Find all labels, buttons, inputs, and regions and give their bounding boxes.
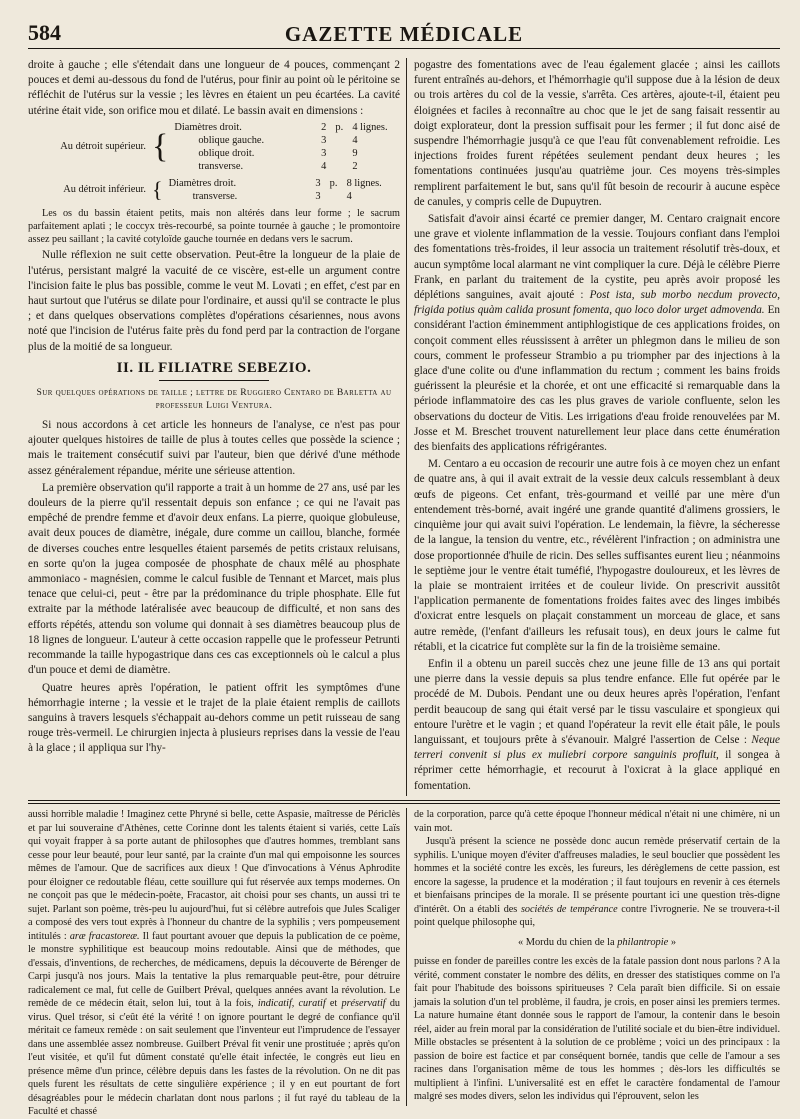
measure-unit: [326, 147, 352, 160]
journal-title: GAZETTE MÉDICALE: [284, 22, 524, 46]
measure-row: [174, 160, 387, 173]
measure-row: [174, 121, 387, 134]
feuilleton-left-column: [28, 808, 401, 1117]
left-column: [28, 58, 400, 796]
paragraph: de la corporation, parce qu'à cette époque l'honneur médical n'était ni une chimère, ni un vain mot.: [414, 809, 780, 834]
text-span: Il faut pourtant avouer que depuis la publication de ce poème, le monstre syphilitique est beaucoup moins redoutable. Ainsi que de méthodes, que d'essais, d'inventions, de recherches, de médicamens, depuis la découverte de Bérenger de Carpi jusqu'à nos jours. Mais la tentative la plus remarquable peut-être, pour détruire radicalement ce mal, fut celle de Guilbert Préval, quelques années avant la révolution. Le remède de ce médecin était, selon lui, tout à la fois,: [28, 930, 401, 1009]
paragraph: Si nous accordons à cet article les honneurs de l'analyse, ce n'est pas pour ajouter quelques histoires de taille de plus à toutes celles que possède la science ; mais le traitement consécutif suivi par l'auteur, bien que dérivé d'une méthode assez généralement répandue, mérite une sérieuse attention.: [28, 419, 400, 477]
measure-value-lines: 8 lignes.: [346, 177, 382, 189]
paragraph: puisse en fonder de pareilles contre les excès de la fatale passion dont nous parlons ? A la vérité, comment constater le nombre des délits, en dresser des statistiques comme on l'a fait pour l'habitude des boissons spiritueuses ? Cela paraît bien difficile. Si on essaie jamais la solution d'un tel problème, il faudra, je crois, en poser ainsi les premiers termes. La nature humaine étant donnée sous le rapport de l'amour, la contenir dans le besoin réel, aider au frein moral par la considération de l'utilité sociale et du bien-être individuel. Mille obstacles se présentent à la solution de ce problème ; voici un des principaux : la passion de boire est factice et par conséquent bornée, tandis que celle de l'amour a ses racines dans l'organisation même de tous les hommes ; dès-lors les difficultés se multiplient à l'infini. L'universalité est en effet le caractère fondamental de l'amour malgré ses modes divers, selon les individus qui l'éprouvent, selon les: [414, 956, 780, 1102]
article-subtitle: Sur quelques opérations de taille ; lettre de Ruggiero Centaro de Barletta au professeur Luigi Ventura.: [36, 387, 392, 412]
measure-row: [169, 190, 382, 203]
epigraph: [414, 936, 780, 950]
measure-value-lines: 4: [346, 190, 352, 202]
paragraph: Nulle réflexion ne suit cette observation. Peut-être la longueur de la plaie de l'utérus, persistant malgré la vacuité de ce viscère, est-elle un argument contre l'incision faite le plus bas possible, comme le veut M. Lovati ; en effet, c'est par en haut surtout que l'utérus se dilate pour l'ordinaire, et aussi qu'il se contracte le plus ; et dans quelques observations complètes d'opérations césariennes, nous avons noté que l'incision de l'utérus faite près du fond perd par la contraction de l'organe plus de la moitié de sa longueur.: [28, 249, 400, 353]
text-span: contre l'ivrognerie. Ne se trouvera-t-il point quelque philosophe qui,: [414, 903, 780, 928]
page-number: 584: [28, 20, 61, 45]
measure-name: oblique droit.: [198, 147, 255, 159]
right-column: [414, 58, 780, 796]
text-span: Enfin il a obtenu un pareil succès chez une jeune fille de 13 ans qui portait une pierre dans la vessie depuis sa plus tendre enfance. Elle fut opérée par le procédé de M. Dubois. Pendant une ou deux heures après l'opération, l'enfant perdit beaucoup de sang qui était versé par le tissu vasculaire et spongieux qui entoure l'urètre et le vagin ; et quand l'opérateur la revit elle était pâle, le pouls languissant, et toujours prête à s'évanouir. Malgré l'assertion de Celse :: [414, 657, 780, 746]
paragraph: M. Centaro a eu occasion de recourir une autre fois à ce moyen chez un enfant de quatre ans, à qui il avait extrait de la vessie deux calculs ressemblant à deux œufs de pigeons. Cet enfant, très-gourmand et veillé par une mère d'un entendement très-borné, avait ingéré une grande quantité d'alimens grossiers, le cinquième jour qui avait suivi l'opération. Le lendemain, la fièvre, la sécheresse de la langue, la tension du ventre, etc., révélèrent l'infraction ; on administra une dose proportionnée d'huile de ricin. Des selles suffisantes eurent lieu ; néanmoins le septième jour le ventre était tuméfié, l'hypogastre douloureux, et les lèvres de la plaie se montraient irritées et de couleur livide. On prescrivit aussitôt l'application permanente de fomentations froides faites avec des linges imbibés d'oxicrat entre lesquels on plaçait constamment un morceau de glace, et sans autre remède, (l'enfant d'ailleurs les refusait tous), en deux jours le calme fut rétabli, et la cicatrice fut complète sur la fin de la troisième semaine.: [414, 458, 780, 653]
measure-value-lines: 9: [352, 147, 358, 159]
text-span: il songea à réprimer cette hémorrhagie, et recourut à l'oxicrat à la glace appliqué en fomentation.: [414, 749, 780, 792]
measure-row: [174, 134, 387, 147]
text-span: En considérant l'action éminemment antiphlogistique de ces applications froides, on conçoit comment elles réussissent à arrêter un phlegmon dans le milieu de son cours, comment le professeur Strambio a pu triompher par des injections à la glace d'une colite ou d'une inflammation du rectum ; comment les bains froids guérissent la pleurésie et la chorée, et ont une efficacité si remarquable dans la période inflammatoire des cas les plus graves de variole confluente, selon les observations du docteur de Vitis. Les irrigations d'eau froide renouvelées par M. Josse et M. Breschet trouvent naturellement leur place dans cette énumération des bienfaits des applications réfrigérantes.: [414, 304, 780, 454]
text-span: Satisfait d'avoir ainsi écarté ce premier danger, M. Centaro craignait encore une grave et violente inflammation de la vessie. Toujours confiant dans l'emploi des fomentations très-froides, il leur associa un traitement résolutif très-doux, et aucun symptôme local alarmant ne vint compliquer la cure. Déjà le célèbre Pierre Frank, en parlant du traitement de la cystite, peu après avoir proposé les déplétions sanguines, avait ajouté :: [414, 213, 780, 302]
column-divider: [406, 808, 407, 1106]
measure-value: 3: [321, 147, 327, 159]
latin-quote: Post ista, sub morbo necdum provecto, frigida potius quàm calida prosunt fomenta, quo loco dolor urget admovenda.: [414, 289, 781, 317]
paragraph: [414, 835, 780, 930]
title-rule: [159, 380, 269, 381]
feuilleton-right-column: [414, 808, 780, 1106]
italic-phrase: aræ fracastoreæ.: [69, 930, 140, 942]
italic-phrase: indicatif, curatif: [257, 998, 326, 1009]
quote-italic: philantropie: [617, 936, 669, 948]
measure-value-lines: 2: [352, 160, 358, 172]
brace-icon: {: [152, 127, 169, 165]
measure-name: Diamètres droit.: [174, 121, 242, 133]
feuilleton-rule: [28, 803, 780, 804]
paragraph: Quatre heures après l'opération, le patient offrit les symptômes d'une hémorrhagie interne ; la vessie et le trajet de la plaie étaient remplis de caillots sanguins à travers lesquels s'échappait au-dehors comme un petit ruisseau de sang rouge très-vermeil. Le chirurgien injecta à plusieurs reprises dans la vessie de l'eau à la glace ; il appliqua sur l'hy-: [28, 681, 400, 755]
measure-unit: [321, 190, 347, 203]
measure-value: 2: [321, 121, 327, 133]
measure-value: 3: [321, 134, 327, 146]
measure-unit: [326, 134, 352, 147]
paragraph: pogastre des fomentations avec de l'eau également glacée ; ainsi les caillots furent entraînés au-dehors, et l'hémorrhagie qu'il suppose due à la lésion de deux ou trois artères du col de la vessie, s'arrêta. Ces artères, ajoute-t-il, étaient peu éloignées et faciles à reconnaître au choc que le jet de sang faisait ressentir au doigt explorateur, dont la pression suffisait pour les fermer ; il fut donc aisé de suspendre l'hémorrhagie jusqu'à ce que l'eau fût convenablement refroidie. Les injections froides furent répétées seulement pendant deux heures ; les fomentations continuées jusqu'au quatrième jour. Ces moyens très-simples remplirent parfaitement le but, sans qu'il fût besoin de recourir à aucune espèce de canules, y compris celle de Dupuytren.: [414, 59, 780, 208]
pelvis-measurements: [28, 121, 400, 203]
measure-row: [169, 177, 382, 190]
text-span: aussi horrible maladie ! Imaginez cette Phryné si belle, cette Aspasie, maîtresse de Périclès et par lui souveraine d'Athènes, cette Corinne dont les talents étaient si variés, cette Laïs qui voyait frapper à sa porte autant de philosophes que d'autres hommes, tremblant sans cesse pour leur beauté, pour leur santé, par la crainte d'un mal qui empoisonne les sources mêmes de l'amour. Que de sacrifices aux dieux ! Que d'invocations à Vénus Aphrodite pour éloigner ce redoutable fléau, cette souillure qui fut réservée aux temps modernes. On ne conçoit pas que le médecin-poète, Fracastor, ait choisi pour ses chants, un aussi tri te sujet. Parlant son poème, très-peu lu aujourd'hui, fut si célèbre autrefois que Jules Scaliger a composé des vers tout exprès à l'honneur du chantre de la syphilis ; vers pompeusement intitulés :: [28, 809, 400, 942]
measure-group-label: Au détroit inférieur.: [63, 184, 146, 196]
quote-text: « Mordu du chien de la: [517, 936, 615, 948]
column-divider: [406, 58, 407, 796]
measure-value: 4: [321, 160, 327, 172]
measure-value-lines: 4 lignes.: [352, 121, 388, 133]
text-span: et: [329, 998, 338, 1009]
text-span: du virus. Quel trésor, si c'eût été la vérité ! on ignore pourtant le degré de confiance qu'il méritait ce fameux remède : on sait seulement que l'inventeur eut l'imprudence de l'essayer dans une assemblée assez nombreuse. Guilbert Préval fit venir une prostituée ; après qu'on l'eut visitée, et qu'il fut dûment constaté qu'elle était infectée, le congrès eut lieu en présence même d'un prince, célèbre depuis dans les fastes de la révolution. On ne dit pas quels furent les résultats de cette singulière expérience ; il y en eut pourtant de fort désagréables pour le médecin charlatan dont nous parlons ; il fut rayé du tableau de la Faculté et chassé: [28, 998, 400, 1117]
brace-icon: {: [152, 176, 163, 202]
paragraph: La première observation qu'il rapporte a trait à un homme de 27 ans, usé par les douleurs de la pierre qu'il ressentait depuis son enfance ; ce qui ne l'avait pas empêché de prendre femme et d'avoir deux enfans. La pierre, quoique globuleuse, avait deux pouces de diamètre, inégale, dure comme un caillou, blanche, formée de diverses couches entre lesquelles étaient parsemés de petits cristaux reluisans, en sorte qu'on la jugea composée de phosphate de chaux mêlé au phosphate ammoniaco - magnésien, comme le calcul fusible de Tennant et Marcet, mais plus tenace que celui-ci, peut - être par la prédominance du triple phosphate. Elle fut extraite par la méthode latéralisée avec beaucoup de difficulté, et non sans des efforts répétés, attendu son volume qui donnait à ses diamètres beaucoup plus de 18 lignes de longueur. L'auteur à cette occasion rappelle que le professeur Petrunti recommande la taille hypogastrique dans ces cas exceptionnels où le calcul a plus d'un pouce et demi de diamètre.: [28, 481, 400, 677]
italic-phrase: préservatif: [341, 998, 386, 1009]
page-header: [28, 18, 780, 49]
quote-text: »: [670, 936, 677, 948]
paragraph: [414, 657, 780, 794]
measure-value-lines: 4: [352, 134, 358, 146]
measure-value: 3: [315, 190, 321, 202]
paragraph: [414, 212, 780, 455]
measure-value: 3: [315, 177, 321, 189]
measure-name: oblique gauche.: [198, 134, 265, 146]
paragraph: droite à gauche ; elle s'étendait dans une longueur de 4 pouces, commençant 2 pouces et demi au-dessous du fond de l'utérus, pour finir au point où le péritoine se réfléchit de l'utérus sur la vessie ; les lèvres en étaient un peu écartées. La cavité utérine était vide, son orifice mou et dilaté. Le bassin avait en dimensions :: [28, 59, 400, 117]
italic-phrase: sociétés de tempérance: [520, 903, 618, 915]
latin-quote: Neque terreri convenit si plus ex muliebri corpore sanguinis profluit,: [414, 733, 780, 762]
feuilleton-rule: [28, 800, 780, 801]
measure-group-label: Au détroit supérieur.: [60, 141, 146, 153]
measure-row: [174, 147, 387, 160]
measure-group-inferior: [36, 177, 400, 203]
section-title: II. IL FILIATRE SEBEZIO.: [116, 359, 312, 376]
measure-unit: [326, 160, 352, 173]
measure-name: transverse.: [192, 190, 238, 202]
text-span: Jusqu'à présent la science ne possède donc aucun remède préservatif certain de la syphilis. L'unique moyen d'éviter d'affreuses maladies, le seul bouclier que possèdent les hommes et la société contre les excès, les fureurs, les dérèglemens de cette passion, est encore la sagesse, la prudence et la modération ; il faut toujours en revenir à ces éternels et bienfaisans principes de la morale. Il se présente pourtant ici une question très-digne d'intérêt. On a établi des: [414, 836, 780, 915]
measure-unit: p.: [329, 177, 338, 189]
measure-unit: p.: [335, 121, 344, 133]
paragraph: Les os du bassin étaient petits, mais non altérés dans leur forme ; le sacrum parfaitement aplati ; le coccyx très-recourbé, sa pointe tournée à gauche ; le promontoire assez peu saillant ; la cavité cotyloïde gauche tournée en dedans vers le sacrum.: [28, 207, 400, 246]
paragraph: [28, 808, 400, 1119]
measure-name: Diamètres droit.: [168, 177, 237, 189]
measure-name: transverse.: [198, 160, 244, 172]
measure-group-superior: [36, 121, 400, 173]
